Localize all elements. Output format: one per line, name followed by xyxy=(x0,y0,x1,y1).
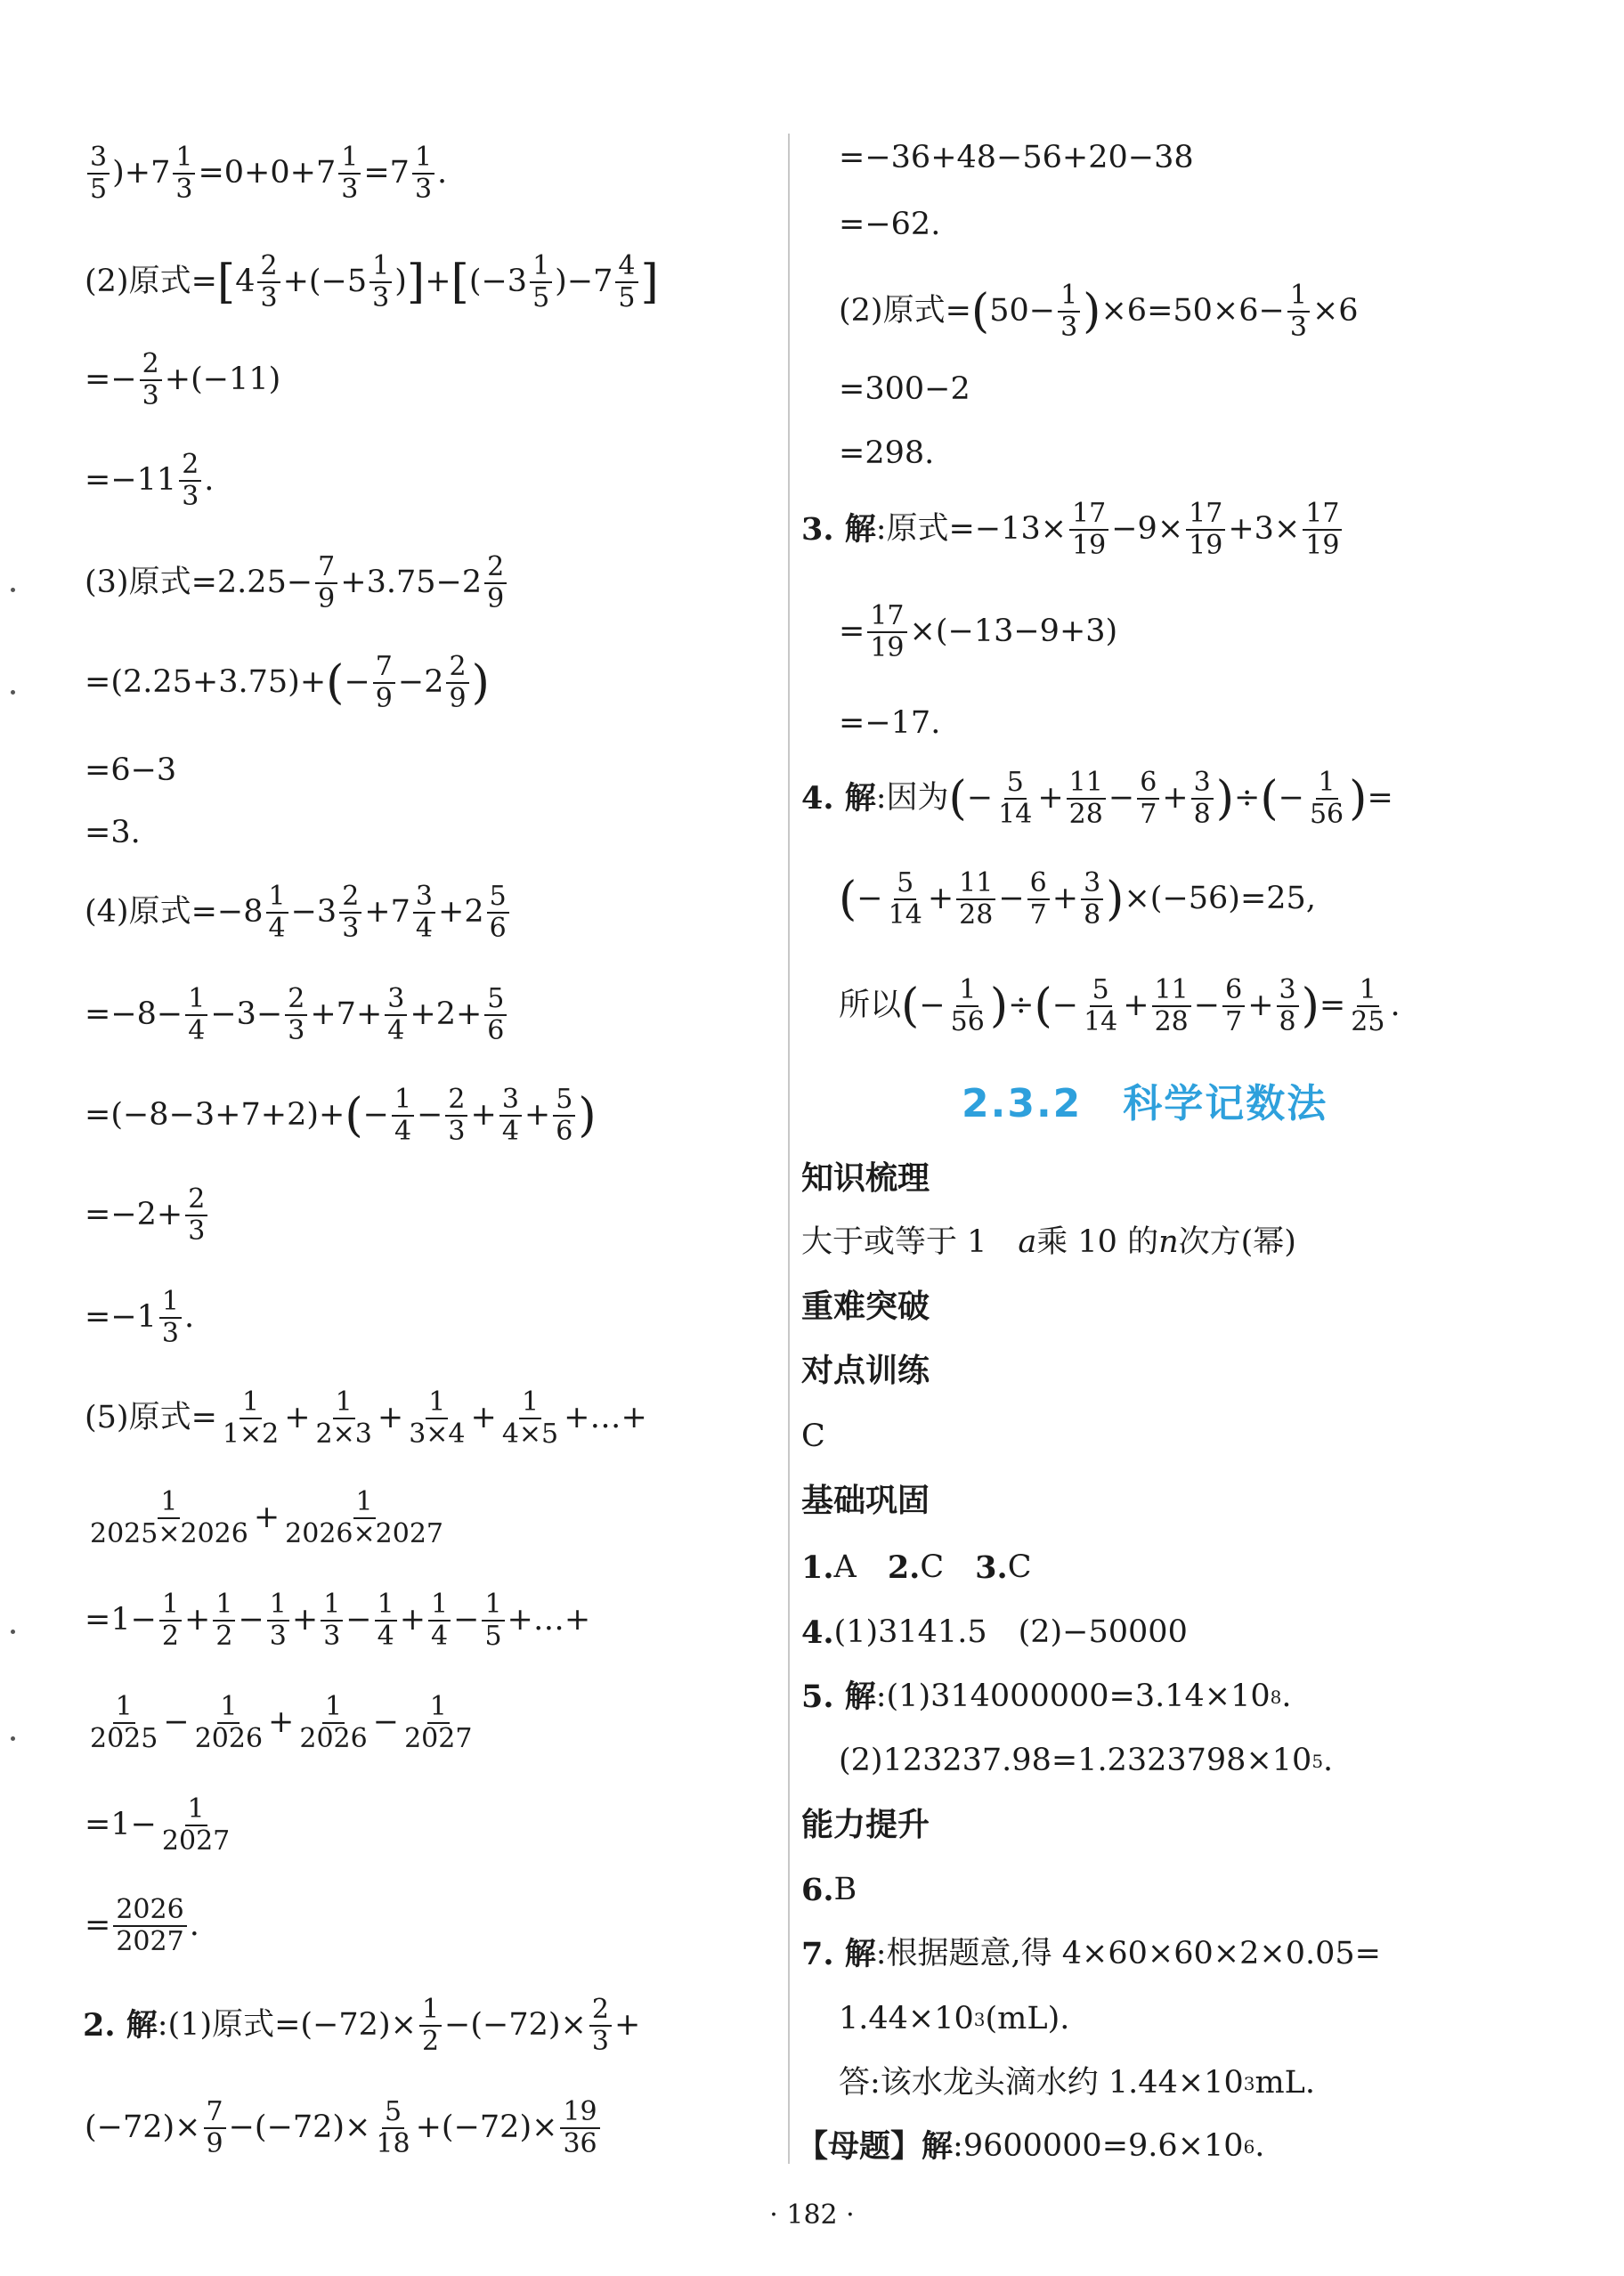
answer-line: (2)123237.98=1.2323798×10 5 . xyxy=(839,1743,1334,1778)
eq-line: =3. xyxy=(85,815,141,850)
section-title: 2.3.2 科学记数法 xyxy=(962,1081,1328,1126)
eq-line: =−62. xyxy=(839,207,941,242)
eq-line: (2)原式= ( 50− $\frac{1}{3}$ ) ×6=50×6− $\frac{1}{3}$ ×6 xyxy=(839,280,1359,343)
answer-line: 【母题】 解 :9600000=9.6×10 6 . xyxy=(797,2128,1265,2165)
eq-line: ( − $\frac{5}{14}$ + $\frac{11}{28}$ − $\frac{6}{7}$ + $\frac{3}{8}$ ) ×(−56)=25, xyxy=(839,867,1316,931)
eq-line: (3)原式=2.25− $\frac{7}{9}$ +3.75−2 $\frac{2}{9}$ xyxy=(85,552,509,614)
fraction: $\frac{3}{5}$ xyxy=(87,142,110,204)
answer-line: 5. 解 :(1)314000000=3.14×10 8 . xyxy=(801,1679,1292,1715)
margin-mark xyxy=(11,1630,15,1634)
answer-line: 4. (1)3141.5 (2)−50000 xyxy=(801,1614,1188,1651)
eq-line: =−1 $\frac{1}{3}$ . xyxy=(85,1286,195,1349)
eq-line: =−8− $\frac{1}{4}$ −3− $\frac{2}{3}$ +7+ $\frac{3}{4}$ +2+ $\frac{5}{6}$ xyxy=(85,984,509,1045)
eq-line: 所以 ( − $\frac{1}{56}$ ) ÷ ( − $\frac{5}{14}$ + $\frac{11}{28}$ − $\frac{6}{7}$ + $\frac{3}{8}$ ) = $\frac{1}{25}$ . xyxy=(839,974,1401,1037)
answer-line: 1.44×10 3 (mL). xyxy=(839,2001,1070,2036)
eq-line: $\frac{3}{5}$ )+7 $\frac{1}{3}$ =0+0+7 $\frac{1}{3}$ =7 $\frac{1}{3}$ . xyxy=(85,142,447,204)
eq-line: $\frac{1}{2025\times 2026}$ + $\frac{1}{2026\times 2027}$ xyxy=(90,1486,444,1549)
eq-line: =−2+ $\frac{2}{3}$ xyxy=(85,1184,210,1246)
page-number: · 182 · xyxy=(769,2199,855,2231)
eq-line: =−11 $\frac{2}{3}$ . xyxy=(85,449,215,512)
eq-line: 3. 解 :原式=−13× $\frac{17}{19}$ −9× $\frac{17}{19}$ +3× $\frac{17}{19}$ xyxy=(801,499,1344,560)
answer-line: 1. A 2. C 3. C xyxy=(801,1549,1032,1586)
eq-line: = $\frac{17}{19}$ ×(−13−9+3) xyxy=(839,600,1118,663)
eq-line: (2)原式= [ 4 $\frac{2}{3}$ +(−5 $\frac{1}{3}$ ) ] + [ (−3 $\frac{1}{5}$ )−7 $\frac{4}{5}$ ] xyxy=(85,250,659,313)
eq-line: =−36+48−56+20−38 xyxy=(839,140,1194,175)
fraction: $\frac{1}{3}$ xyxy=(412,142,434,204)
eq-line: =1− $\frac{1}{2}$ + $\frac{1}{2}$ − $\frac{1}{3}$ + $\frac{1}{3}$ − $\frac{1}{4}$ + $\frac{1}{4}$ − $\frac{1}{5}$ +…+ xyxy=(85,1589,591,1652)
eq-line: (4)原式=−8 $\frac{1}{4}$ −3 $\frac{2}{3}$ +7 $\frac{3}{4}$ +2 $\frac{5}{6}$ xyxy=(85,882,512,943)
margin-mark xyxy=(11,690,15,695)
eq-line: 2. 解 :(1)原式=(−72)× $\frac{1}{2}$ −(−72)× $\frac{2}{3}$ + xyxy=(83,1994,641,2057)
eq-line: =298. xyxy=(839,435,935,471)
eq-line: =300−2 xyxy=(839,371,970,407)
eq-line: =6−3 xyxy=(85,752,177,788)
fraction: $\frac{1}{3}$ xyxy=(338,142,361,204)
answer-line: 6. B xyxy=(801,1872,857,1908)
answer-line: 大于或等于 1 a 乘 10 的 n 次方(幂) xyxy=(801,1224,1296,1260)
margin-mark xyxy=(11,1736,15,1741)
eq-line: (5)原式= $\frac{1}{1\times 2}$ + $\frac{1}{2\times 3}$ + $\frac{1}{3\times 4}$ + $\frac{1}{4\times 5}$ +…+ xyxy=(85,1386,647,1450)
section-heading: 能力提升 xyxy=(801,1807,930,1843)
fraction: $\frac{1}{3}$ xyxy=(173,142,195,204)
eq-line: = $\frac{2026}{2027}$ . xyxy=(85,1894,199,1957)
eq-line: 4. 解 :因为 ( − $\frac{5}{14}$ + $\frac{11}{28}$ − $\frac{6}{7}$ + $\frac{3}{8}$ ) ÷ ( − $\frac{1}{56}$ ) = xyxy=(801,767,1393,830)
column-divider xyxy=(788,134,790,2164)
section-heading: 知识梳理 xyxy=(801,1160,930,1197)
section-heading: 重难突破 xyxy=(801,1288,930,1325)
eq-line: =1− $\frac{1}{2027}$ xyxy=(85,1793,231,1857)
answer-line: 7. 解 :根据题意,得 4×60×60×2×0.05= xyxy=(801,1936,1381,1972)
eq-line: =−17. xyxy=(839,705,941,741)
eq-line: $\frac{1}{2025}$ − $\frac{1}{2026}$ + $\frac{1}{2026}$ − $\frac{1}{2027}$ xyxy=(90,1691,473,1754)
eq-line: =(−8−3+7+2)+ ( − $\frac{1}{4}$ − $\frac{2}{3}$ + $\frac{3}{4}$ + $\frac{5}{6}$ ) xyxy=(85,1084,597,1147)
eq-line: (−72)× $\frac{7}{9}$ −(−72)× $\frac{5}{18}$ +(−72)× $\frac{19}{36}$ xyxy=(85,2097,603,2158)
section-heading: 对点训练 xyxy=(801,1353,930,1389)
answer-line: 答:该水龙头滴水约 1.44×10 3 mL. xyxy=(839,2065,1316,2101)
margin-mark xyxy=(11,588,15,592)
eq-line: =− $\frac{2}{3}$ +(−11) xyxy=(85,348,281,411)
eq-line: =(2.25+3.75)+ ( − $\frac{7}{9}$ −2 $\frac{2}{9}$ ) xyxy=(85,651,490,714)
section-heading: 基础巩固 xyxy=(801,1483,930,1519)
answer-line: C xyxy=(801,1418,825,1454)
